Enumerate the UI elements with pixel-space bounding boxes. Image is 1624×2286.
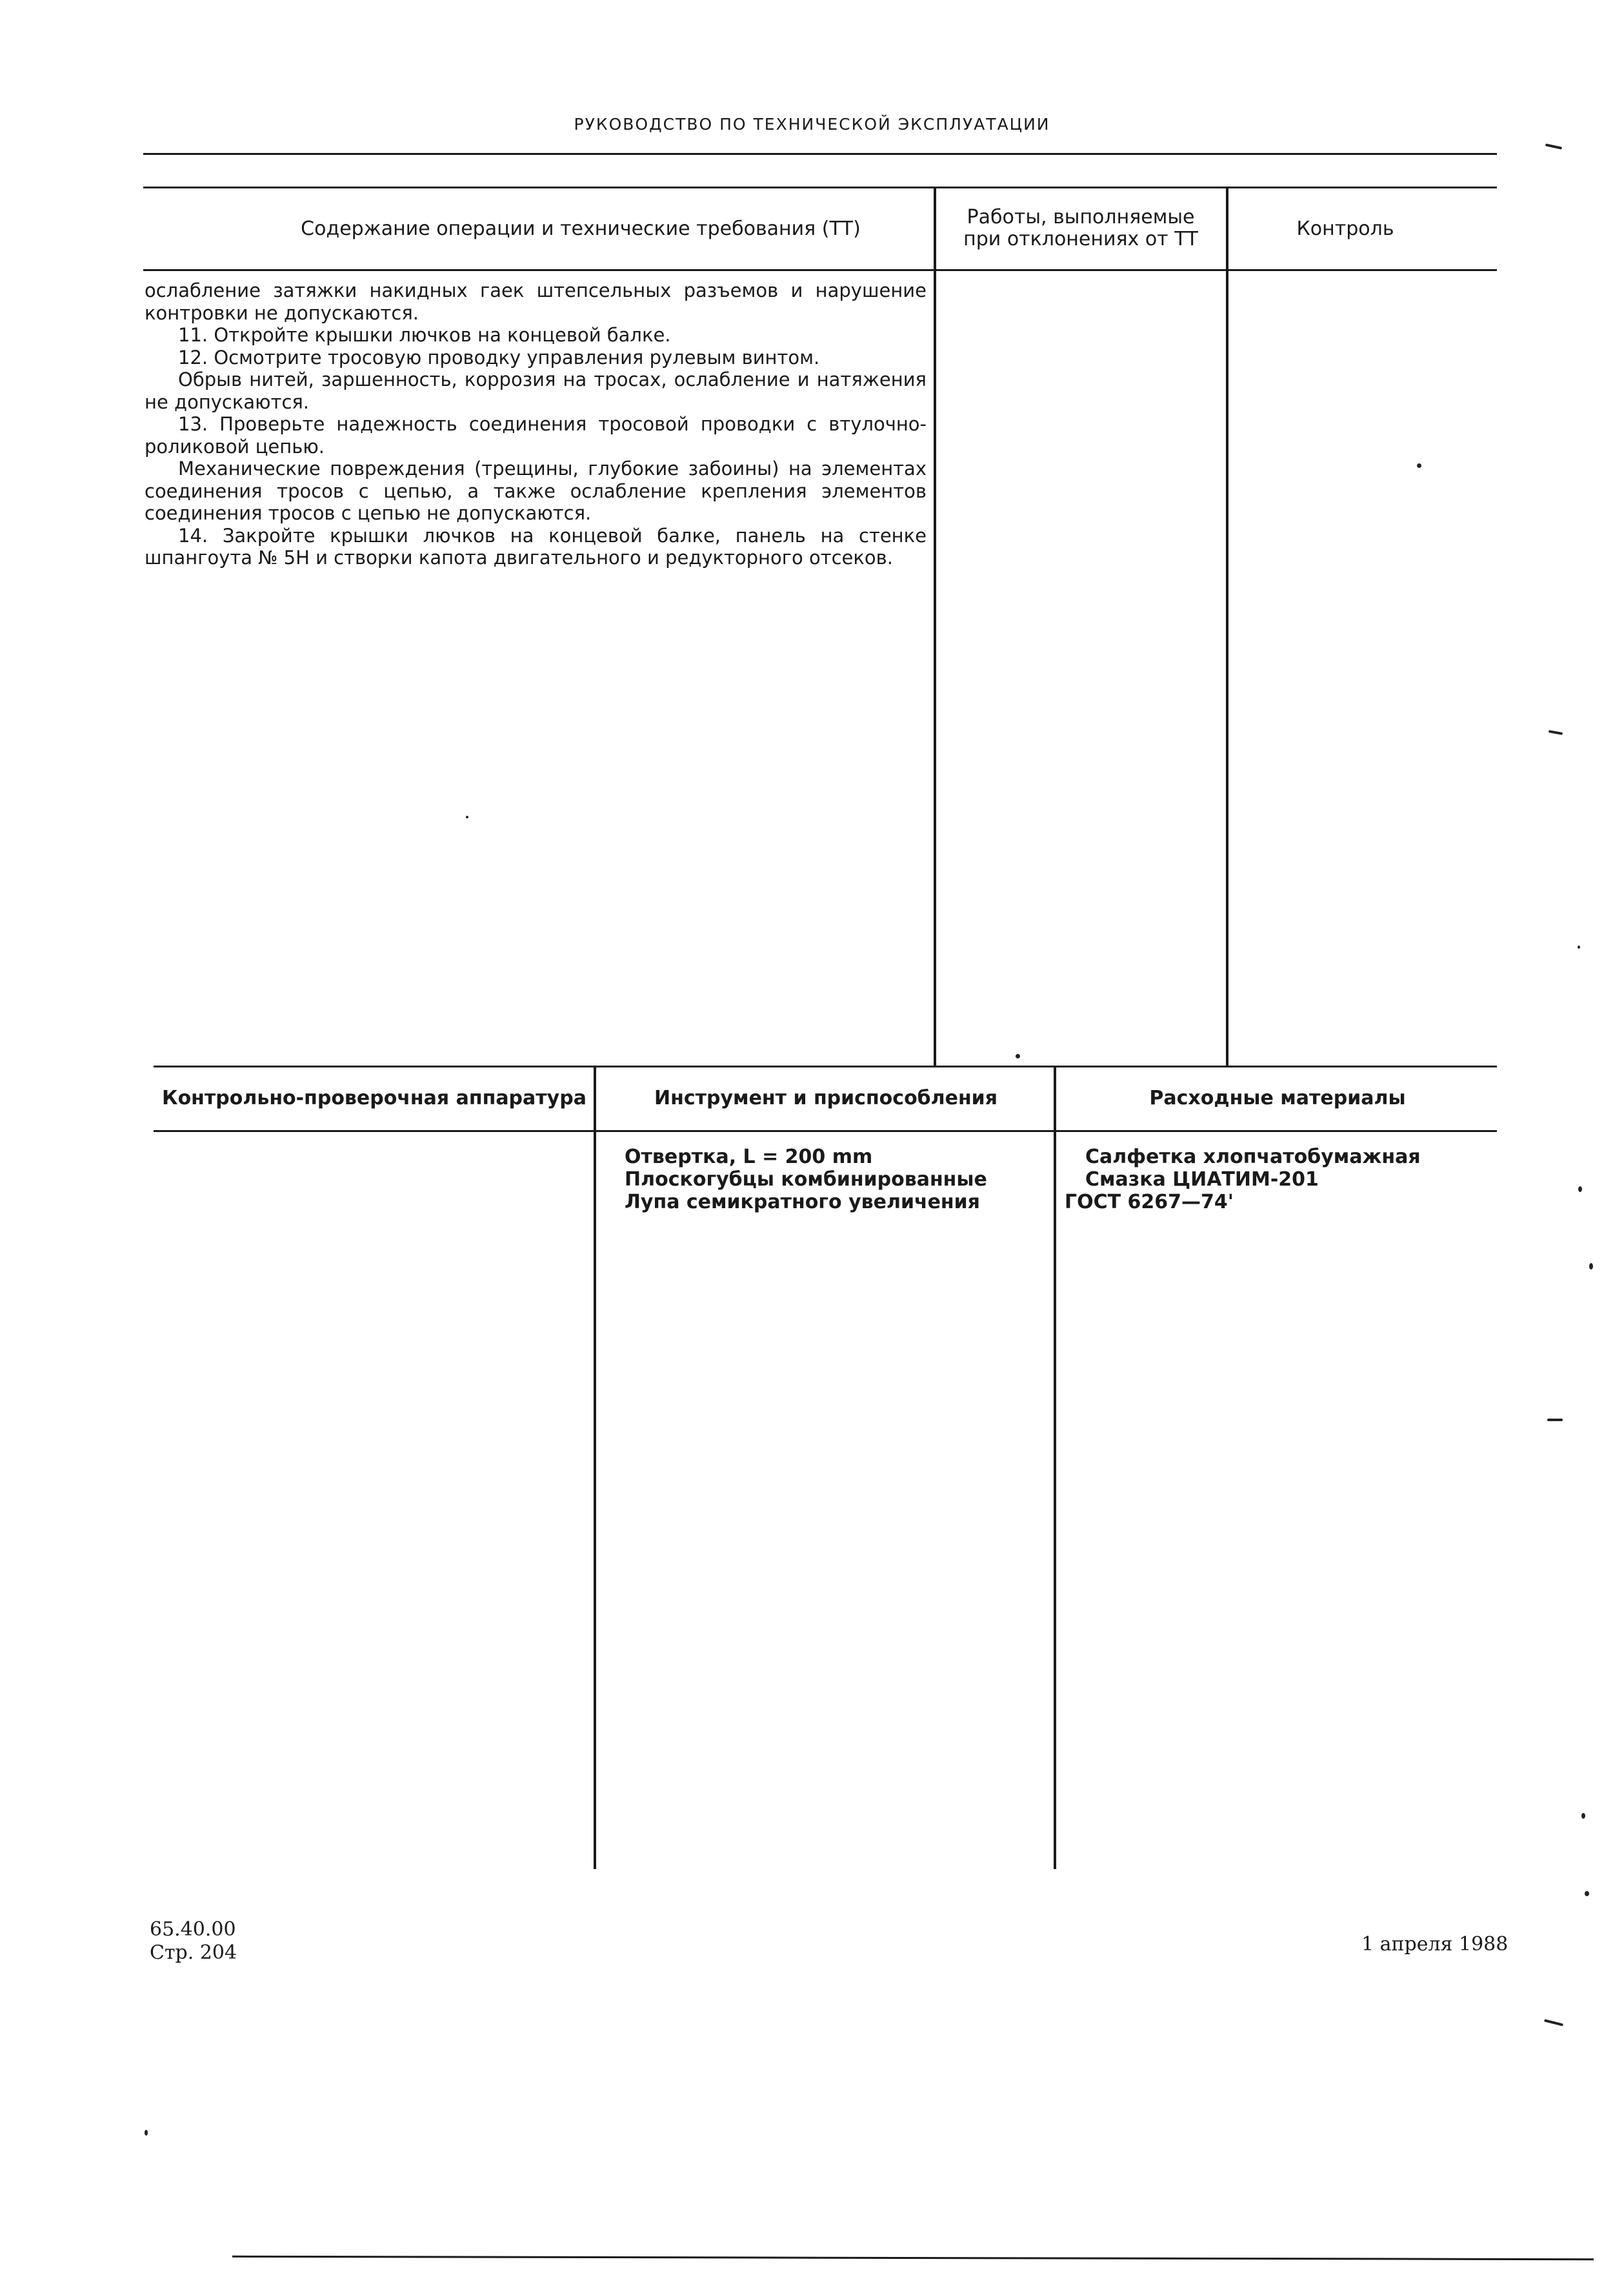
column-header-tools: Инструмент и приспособления: [654, 1087, 997, 1109]
paragraph: 14. Закройте крышки лючков на концевой балке, панель на стенке шпангоута № 5Н и створки капота двигательного и редукторного отсеков.: [145, 524, 927, 569]
bottom-table-divider-2: [1054, 1066, 1056, 1869]
paragraph: 13. Проверьте надежность соединения тросовой проводки с втулочно-роликовой цепью.: [145, 413, 927, 458]
list-item: Смазка ЦИАТИМ-201: [1085, 1168, 1319, 1191]
column-header-test-equipment: Контрольно-проверочная аппаратура: [162, 1087, 586, 1109]
scan-speck: [1578, 946, 1580, 949]
column-header-deviations: Работы, выполняемые при отклонениях от ТТ: [963, 206, 1198, 250]
list-item: Отвертка, L = 200 mm: [625, 1146, 873, 1168]
list-item: Плоскогубцы комбинированные: [625, 1168, 987, 1191]
materials-list: [1065, 1146, 1421, 1213]
tools-list: [625, 1146, 987, 1213]
paragraph: Обрыв нитей, заршенность, коррозия на тросах, ослабление и натяжения не допускаются.: [145, 369, 927, 413]
scan-speck: [1589, 1263, 1593, 1269]
paragraph: ослабление затяжки накидных гаек штепсельных разъемов и нарушение контровки не допускаются.: [145, 279, 927, 324]
column-header-materials: Расходные материалы: [1149, 1087, 1406, 1109]
scan-speck: [1581, 1813, 1585, 1819]
list-item: Лупа семикратного увеличения: [625, 1191, 980, 1213]
paragraph: Механические повреждения (трещины, глубокие забоины) на элементах соединения тросов с цепью, а также ослабление крепления элементов соединения тросов с цепью не допускаются.: [145, 458, 927, 524]
bottom-table-top-rule: [154, 1066, 1497, 1067]
column-header-operation: Содержание операции и технические требования (ТТ): [301, 217, 861, 240]
scan-speck: [1016, 1054, 1020, 1058]
scan-mark: [1549, 730, 1563, 735]
list-item: ГОСТ 6267—74': [1065, 1191, 1234, 1213]
scan-mark: [1547, 1419, 1563, 1421]
doc-code: 65.40.00: [150, 1918, 236, 1941]
header-rule: [143, 153, 1497, 155]
scan-speck: [1585, 1891, 1589, 1896]
scan-speck: [145, 2130, 148, 2136]
page-number: Стр. 204: [150, 1941, 237, 1964]
top-table-divider-1: [934, 187, 936, 1067]
scan-speck: [1417, 463, 1421, 468]
scan-speck: [466, 816, 468, 818]
bottom-scan-line: [232, 2256, 1594, 2260]
top-table-header-rule: [143, 269, 1497, 271]
issue-date: 1 апреля 1988: [1361, 1933, 1509, 1956]
bottom-table-divider-1: [594, 1066, 596, 1869]
paragraph: 12. Осмотрите тросовую проводку управления рулевым винтом.: [178, 346, 820, 369]
top-table-divider-2: [1226, 187, 1228, 1067]
paragraph: 11. Откройте крышки лючков на концевой балке.: [178, 324, 671, 346]
top-table-top-rule: [143, 187, 1497, 188]
column-header-control: Контроль: [1296, 217, 1394, 240]
operation-text: [145, 279, 927, 569]
bottom-table-header-rule: [154, 1130, 1497, 1132]
list-item: Салфетка хлопчатобумажная: [1085, 1146, 1421, 1168]
running-head: РУКОВОДСТВО ПО ТЕХНИЧЕСКОЙ ЭКСПЛУАТАЦИИ: [574, 115, 1050, 134]
scan-speck: [1578, 1186, 1582, 1192]
scan-mark: [1544, 2019, 1563, 2026]
scan-mark: [1545, 143, 1562, 149]
